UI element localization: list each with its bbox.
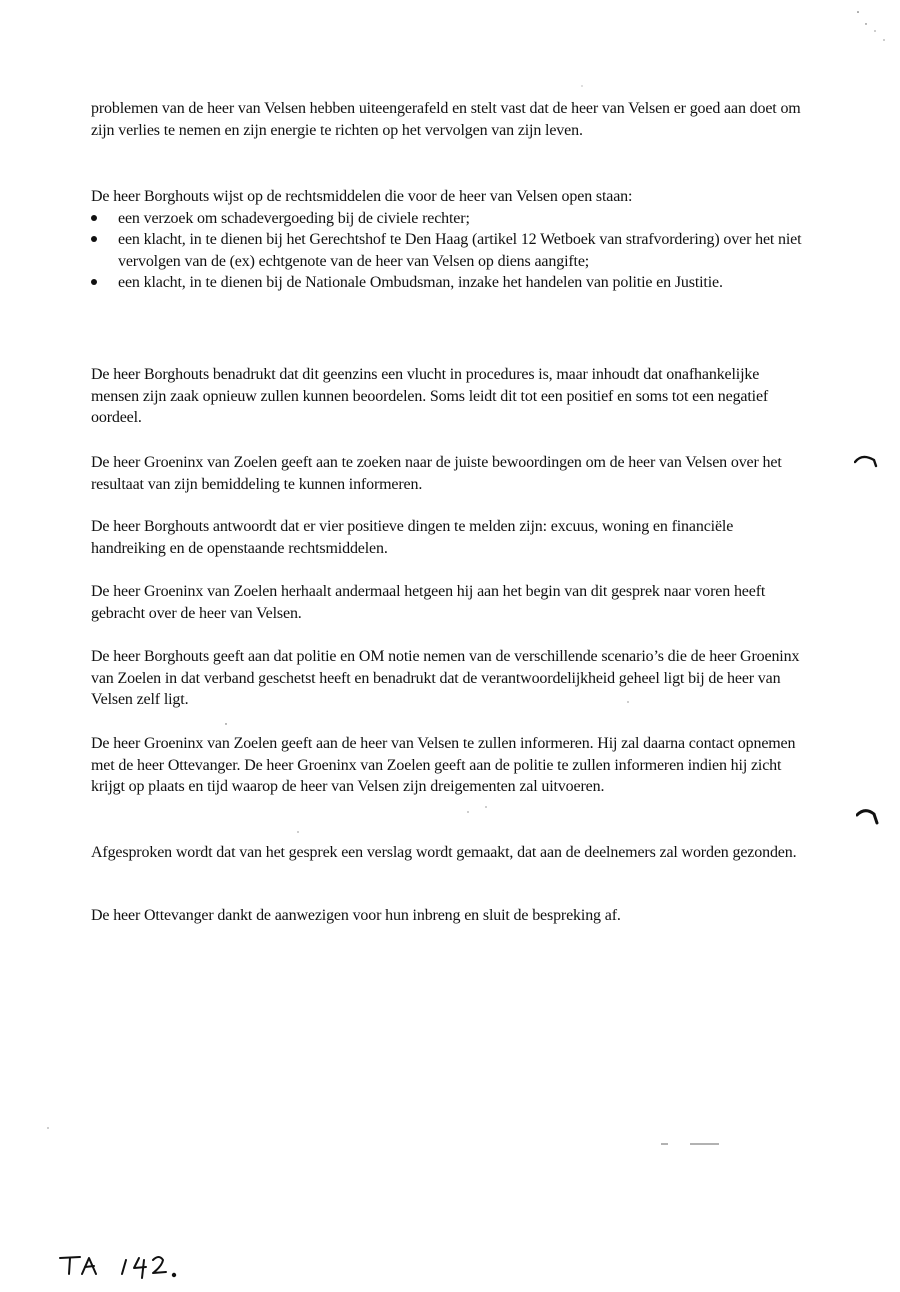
list-item-text: een klacht, in te dienen bij de Nationale Ombudsman, inzake het handelen van politie en Justitie. <box>118 274 723 292</box>
paragraph-text: De heer Groeninx van Zoelen geeft aan de heer van Velsen te zullen informeren. Hij zal daarna contact opnemen met de heer Ottevanger. De heer Groeninx van Zoelen geeft aan de politie te zullen informeren indien hij zicht krijgt op plaats en tijd waarop de heer van Velsen zijn dreigementen zal uitvoeren. <box>91 735 796 796</box>
paragraph-text: De heer Borghouts benadrukt dat dit geenzins een vlucht in procedures is, maar inhoudt dat onafhankelijke mensen zijn zaak opnieuw zullen kunnen beoordelen. Soms leidt dit tot een positief en soms tot een negatief oordeel. <box>91 366 769 427</box>
paragraph-text: De heer Groeninx van Zoelen geeft aan te zoeken naar de juiste bewoordingen om de heer van Velsen over het resultaat van zijn bemiddeling te kunnen informeren. <box>91 454 782 493</box>
paragraph-text: Afgesproken wordt dat van het gesprek een verslag wordt gemaakt, dat aan de deelnemers zal worden gezonden. <box>91 844 797 861</box>
paragraph-text: De heer Groeninx van Zoelen herhaalt andermaal hetgeen hij aan het begin van dit gesprek naar voren heeft gebracht over de heer van Velsen. <box>91 583 766 622</box>
paragraph-text: De heer Borghouts antwoordt dat er vier positieve dingen te melden zijn: excuus, woning en financiële handreiking en de openstaande rechtsmiddelen. <box>91 518 734 557</box>
list-item-text: een klacht, in te dienen bij het Gerechtshof te Den Haag (artikel 12 Wetboek van strafvordering) over het niet vervolgen van de (ex) echtgenote van de heer van Velsen op diens aangifte; <box>118 231 802 270</box>
handwritten-ta-142-icon <box>56 1248 196 1284</box>
paragraph-text: problemen van de heer van Velsen hebben uiteengerafeld en stelt vast dat de heer van Velsen er goed aan doet om zijn verlies te nemen en zijn energie te richten op het vervolgen van zijn leven. <box>91 100 801 139</box>
paragraph-intro: De heer Borghouts wijst op de rechtsmiddelen die voor de heer van Velsen open staan: <box>91 188 633 205</box>
paragraph-text: De heer Ottevanger dankt de aanwezigen voor hun inbreng en sluit de bespreking af. <box>91 907 621 924</box>
list-item-text: een verzoek om schadevergoeding bij de civiele rechter; <box>118 209 470 227</box>
handwritten-annotation <box>56 1248 196 1284</box>
paragraph-text: De heer Borghouts geeft aan dat politie en OM notie nemen van de verschillende scenario’s die de heer Groeninx van Zoelen in dat verband geschetst heeft en benadrukt dat de verantwoordelijkheid geheel ligt bij de heer van Velsen zelf ligt. <box>91 648 800 709</box>
